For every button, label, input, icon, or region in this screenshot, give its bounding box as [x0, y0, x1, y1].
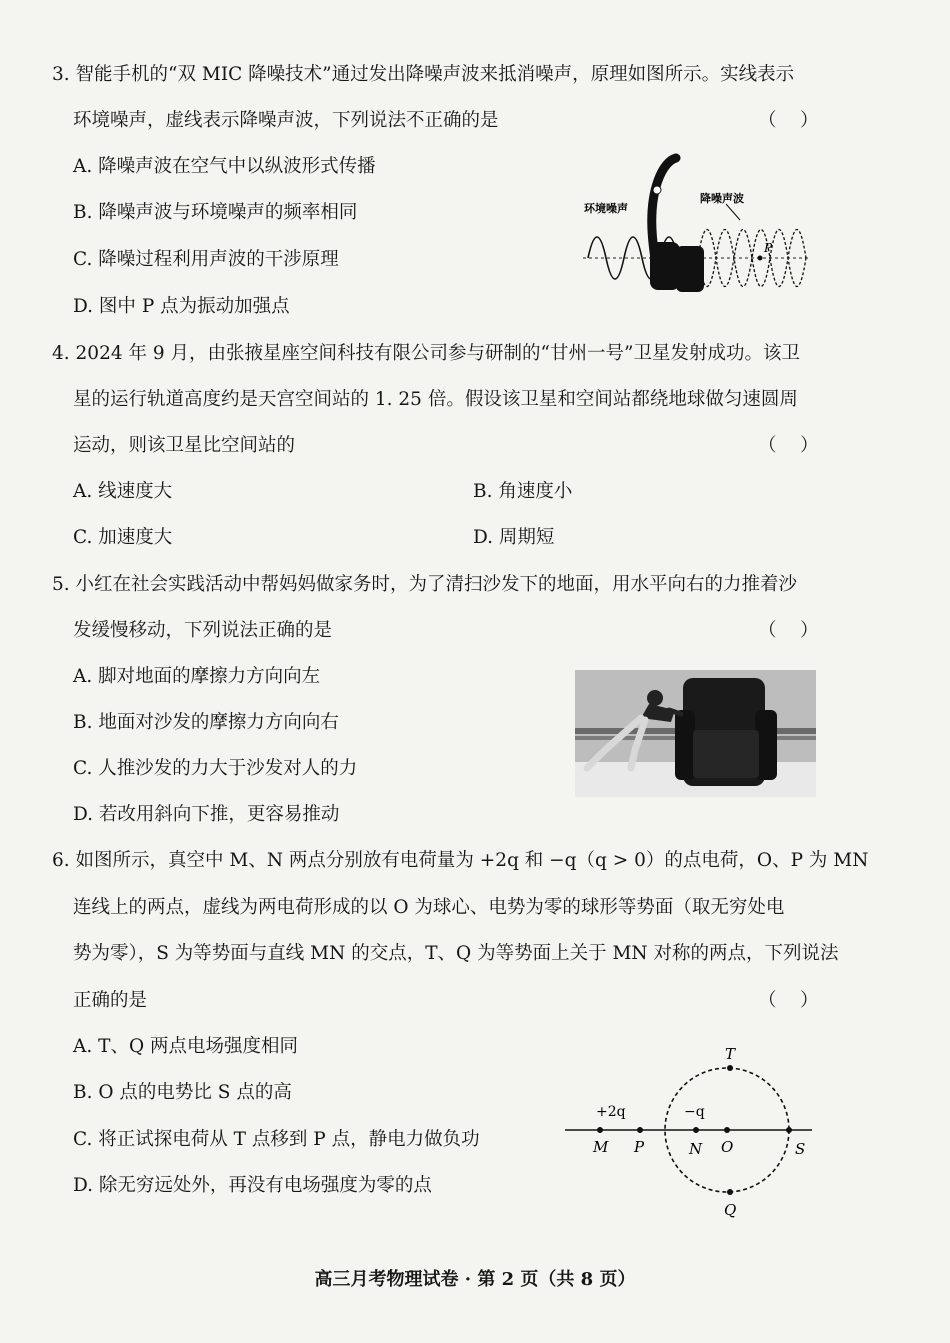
q3-mic-dot	[653, 186, 661, 194]
q5-answer-paren: （ ）	[758, 620, 819, 641]
q3-option-d: D. 图中 P 点为振动加强点	[73, 296, 290, 317]
q3-option-c: C. 降噪过程利用声波的干涉原理	[73, 249, 339, 270]
q4-option-a: A. 线速度大	[73, 481, 173, 502]
q5-stem-line2: 发缓慢移动，下列说法正确的是	[73, 620, 333, 641]
q3-ear-pad	[676, 246, 704, 292]
q4-stem-line3: 运动，则该卫星比空间站的	[73, 435, 296, 456]
q5-sofa-arm-left	[675, 710, 695, 780]
q4-stem-line2: 星的运行轨道高度约是天宫空间站的 1. 25 倍。假设该卫星和空间站都绕地球做匀速圆周	[73, 389, 798, 410]
q6-stem-line1: 6. 如图所示，真空中 M、N 两点分别放有电荷量为 +2q 和 −q（q > 0）的点电荷，O、P 为 MN	[52, 850, 869, 871]
q6-label-m: M	[593, 1138, 609, 1156]
q3-answer-paren: （ ）	[758, 110, 819, 131]
q6-point-q	[727, 1189, 733, 1195]
q6-label-t: T	[725, 1045, 736, 1063]
q6-option-a: A. T、Q 两点电场强度相同	[73, 1036, 299, 1057]
q5-stem-line1: 5. 小红在社会实践活动中帮妈妈做家务时，为了清扫沙发下的地面，用水平向右的力推着沙	[52, 574, 798, 595]
q6-option-c: C. 将正试探电荷从 T 点移到 P 点，静电力做负功	[73, 1129, 480, 1150]
q6-label-o: O	[721, 1138, 734, 1156]
q6-label-s: S	[795, 1140, 806, 1158]
page-footer: 高三月考物理试卷 · 第 2 页（共 8 页）	[314, 1269, 636, 1290]
q4-answer-paren: （ ）	[758, 435, 819, 456]
q4-option-b: B. 角速度小	[473, 481, 573, 502]
q4-option-d: D. 周期短	[473, 527, 555, 548]
q6-point-p	[637, 1127, 643, 1133]
q6-point-s	[786, 1127, 792, 1133]
q6-answer-paren: （ ）	[758, 990, 819, 1011]
q5-person-head	[647, 690, 663, 706]
q6-label-p: P	[634, 1138, 645, 1156]
q5-option-a: A. 脚对地面的摩擦力方向向左	[73, 666, 321, 687]
q5-sofa-seat	[693, 730, 759, 778]
q6-label-n: N	[689, 1140, 703, 1158]
q3-label-p: P	[764, 241, 773, 255]
q3-stem-line1: 3. 智能手机的“双 MIC 降噪技术”通过发出降噪声波来抵消噪声，原理如图所示。实线表示	[52, 64, 795, 85]
q3-stem-line2: 环境噪声，虚线表示降噪声波，下列说法不正确的是	[73, 110, 499, 131]
q6-point-t	[727, 1065, 733, 1071]
q6-point-n	[693, 1127, 699, 1133]
q3-ear-cup	[650, 242, 680, 290]
q6-option-b: B. O 点的电势比 S 点的高	[73, 1082, 292, 1103]
q3-noise-cancel-figure	[578, 150, 818, 295]
q6-stem-line4: 正确的是	[73, 990, 148, 1011]
q3-point-p	[758, 256, 763, 261]
q3-anti-noise-pointer	[726, 204, 740, 220]
q6-label-q: Q	[724, 1201, 737, 1219]
q6-stem-line3: 势为零），S 为等势面与直线 MN 的交点，T、Q 为等势面上关于 MN 对称的两点，下列说法	[73, 943, 839, 964]
q3-option-b: B. 降噪声波与环境噪声的频率相同	[73, 202, 358, 223]
q4-option-c: C. 加速度大	[73, 527, 173, 548]
q6-point-m	[597, 1127, 603, 1133]
q3-label-env-noise: 环境噪声	[584, 202, 628, 215]
q5-option-c: C. 人推沙发的力大于沙发对人的力	[73, 758, 358, 779]
q6-option-d: D. 除无穷远处外，再没有电场强度为零的点	[73, 1175, 432, 1196]
q5-push-sofa-photo	[575, 670, 816, 797]
q5-option-d: D. 若改用斜向下推，更容易推动	[73, 804, 340, 825]
q6-label-charge-m: +2q	[596, 1104, 626, 1120]
q6-stem-line2: 连线上的两点，虚线为两电荷形成的以 O 为球心、电势为零的球形等势面（取无穷处电	[73, 897, 785, 918]
q6-point-o	[724, 1127, 730, 1133]
q3-option-a: A. 降噪声波在空气中以纵波形式传播	[73, 156, 376, 177]
q3-label-anti-noise: 降噪声波	[700, 192, 744, 205]
q6-label-charge-n: −q	[684, 1104, 705, 1120]
q6-equipotential-figure	[560, 1040, 820, 1225]
q5-option-b: B. 地面对沙发的摩擦力方向向右	[73, 712, 339, 733]
q4-stem-line1: 4. 2024 年 9 月，由张掖星座空间科技有限公司参与研制的“甘州一号”卫星发射成功。该卫	[52, 343, 800, 364]
